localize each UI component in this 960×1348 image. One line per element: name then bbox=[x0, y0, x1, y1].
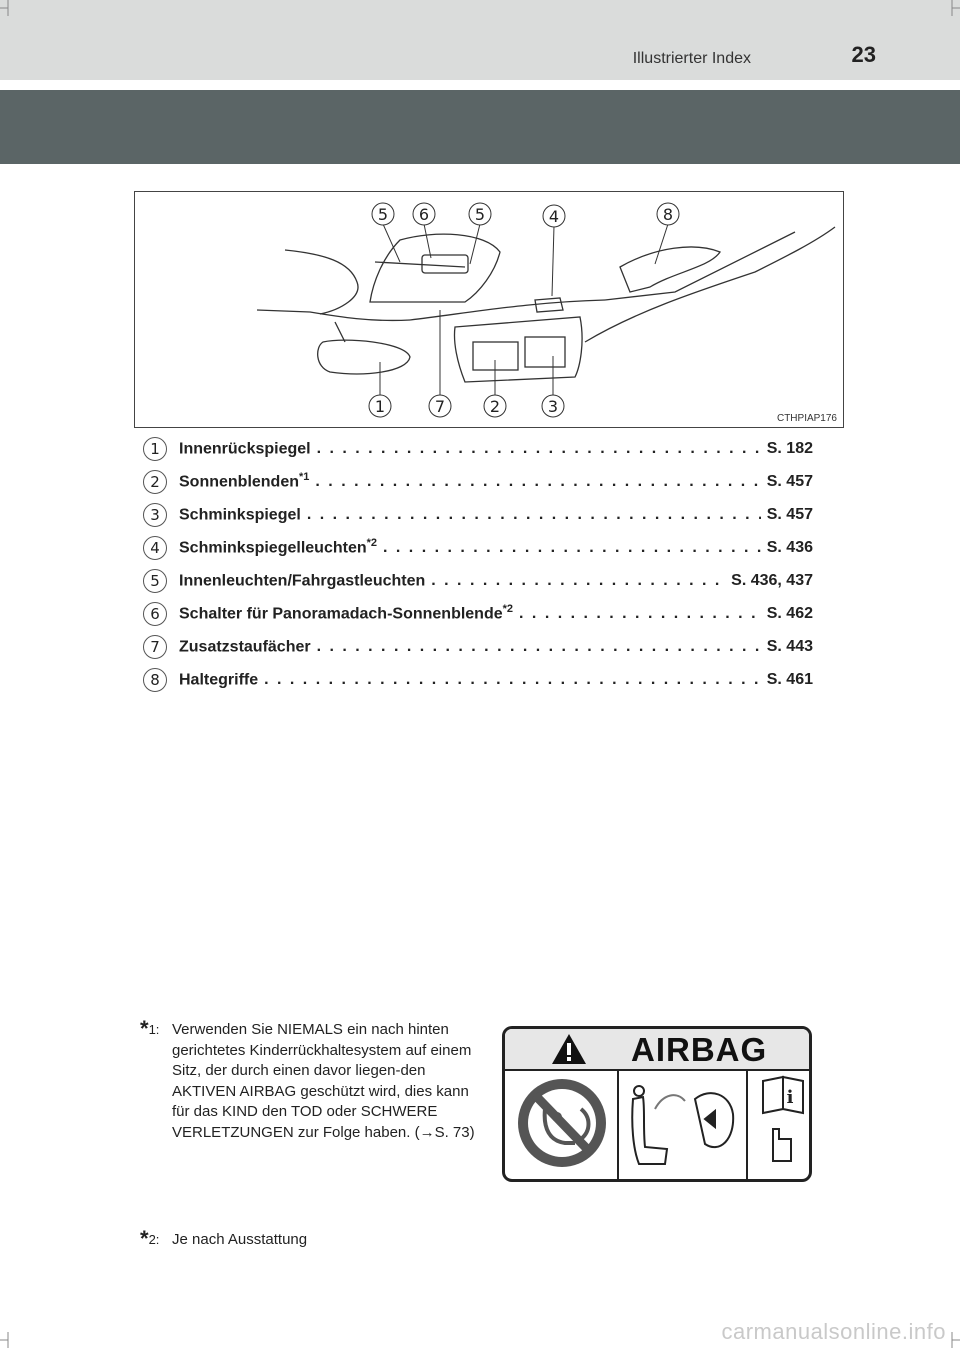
page-reference[interactable]: S. 436, 437 bbox=[731, 571, 813, 589]
callout-5b: 5 bbox=[474, 205, 486, 224]
read-manual-icon bbox=[763, 1077, 803, 1161]
leader-dots bbox=[317, 638, 761, 656]
leader-dots bbox=[264, 671, 761, 689]
footnote-text: Verwenden Sie NIEMALS ein nach hinten gerichtetes Kinderrückhaltesystem auf einem Sitz, der durch einen davor liegen-den AKTIVEN AIRBAG geschützt wird, dies kann für das KIND den TOD oder SCHWERE VERLETZUNGEN zur Folge haben. (→S. 73) bbox=[172, 1021, 475, 1141]
footnote-marker: $*_{2:}$ bbox=[140, 1226, 160, 1251]
header-band bbox=[0, 90, 960, 164]
page-reference[interactable]: S. 461 bbox=[766, 670, 813, 688]
item-label: Schminkspiegelleuchten$^{*2}$ bbox=[179, 537, 378, 557]
callout-6: 6 bbox=[418, 205, 430, 224]
item-number: 7 bbox=[143, 635, 167, 659]
index-item[interactable] bbox=[143, 531, 813, 564]
callout-8: 8 bbox=[662, 205, 674, 224]
section-title: Illustrierter Index bbox=[632, 50, 751, 67]
index-list bbox=[143, 432, 813, 696]
callout-7: 7 bbox=[434, 397, 446, 416]
interior-illustration bbox=[134, 191, 844, 428]
footnote-text: Je nach Ausstattung bbox=[172, 1231, 308, 1248]
callout-4: 4 bbox=[548, 207, 560, 226]
crop-mark bbox=[944, 0, 960, 16]
roof-console-drawing bbox=[135, 192, 843, 427]
item-number: 6 bbox=[143, 602, 167, 626]
item-label: Schminkspiegel bbox=[179, 506, 301, 524]
item-label: Zusatzstaufächer bbox=[179, 638, 311, 656]
svg-text:i: i bbox=[786, 1087, 794, 1108]
airbag-label-header bbox=[505, 1029, 809, 1071]
header-strip bbox=[0, 0, 960, 80]
page-reference[interactable]: S. 457 bbox=[766, 472, 813, 490]
airbag-warning-label bbox=[502, 1026, 812, 1182]
page-reference[interactable]: S. 462 bbox=[766, 604, 813, 622]
airbag-title: AIRBAG bbox=[631, 1031, 768, 1068]
callout-3: 3 bbox=[547, 397, 559, 416]
index-item[interactable] bbox=[143, 465, 813, 498]
index-item[interactable] bbox=[143, 597, 813, 630]
leader-dots bbox=[317, 440, 761, 458]
item-number: 5 bbox=[143, 569, 167, 593]
page-reference[interactable]: S. 443 bbox=[766, 637, 813, 655]
item-label: Schalter für Panoramadach-Sonnenblende$^{*2}$ bbox=[179, 603, 514, 623]
warning-triangle-icon bbox=[549, 1031, 589, 1067]
crop-mark bbox=[0, 0, 16, 16]
footnote-marker: $*_{1:}$ bbox=[140, 1016, 160, 1041]
seat-airbag-deploy-icon bbox=[632, 1086, 733, 1164]
crop-mark bbox=[0, 1332, 16, 1348]
crop-mark bbox=[944, 1332, 960, 1348]
index-item[interactable] bbox=[143, 432, 813, 465]
item-label: Innenrückspiegel bbox=[179, 440, 311, 458]
item-number: 8 bbox=[143, 668, 167, 692]
item-number: 4 bbox=[143, 536, 167, 560]
page-reference[interactable]: S. 182 bbox=[766, 439, 813, 457]
item-label: Sonnenblenden$^{*1}$ bbox=[179, 471, 310, 491]
leader-dots bbox=[315, 473, 760, 491]
callout-2: 2 bbox=[489, 397, 501, 416]
item-label: Haltegriffe bbox=[179, 671, 259, 689]
airbag-pictograms bbox=[505, 1069, 809, 1179]
illustration-code: CTHPIAP176 bbox=[776, 413, 837, 424]
callout-1: 1 bbox=[374, 397, 386, 416]
index-item[interactable] bbox=[143, 564, 813, 597]
index-item[interactable] bbox=[143, 663, 813, 696]
callout-5: 5 bbox=[377, 205, 389, 224]
watermark: carmanualsonline.info bbox=[721, 1319, 946, 1344]
page-reference[interactable]: S. 436 bbox=[766, 538, 813, 556]
item-label: Innenleuchten/Fahrgastleuchten bbox=[179, 572, 426, 590]
page-reference[interactable]: S. 457 bbox=[766, 505, 813, 523]
leader-dots bbox=[383, 539, 761, 557]
item-number: 3 bbox=[143, 503, 167, 527]
leader-dots bbox=[307, 506, 761, 524]
index-item[interactable] bbox=[143, 498, 813, 531]
index-item[interactable] bbox=[143, 630, 813, 663]
page-number: 23 bbox=[851, 42, 876, 67]
item-number: 1 bbox=[143, 437, 167, 461]
leader-dots bbox=[519, 605, 761, 623]
item-number: 2 bbox=[143, 470, 167, 494]
no-rear-facing-child-seat-icon bbox=[518, 1079, 606, 1167]
leader-dots bbox=[431, 572, 725, 590]
